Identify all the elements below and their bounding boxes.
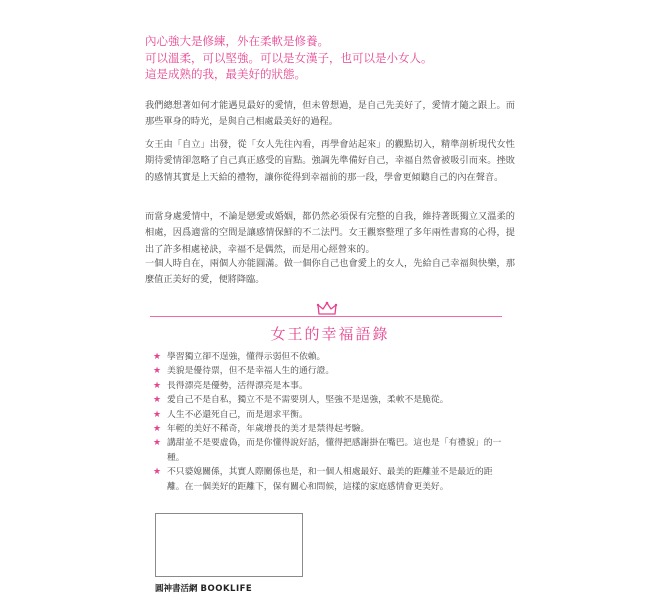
quote-text: 美貌是優待票，但不是幸福人生的通行證。 [167,366,335,377]
quote-text: 愛自己不是自私，獨立不是不需要別人，堅強不是逞強，柔軟不是脆從。 [167,395,449,406]
publisher-name: 圓神書活網 [155,584,198,594]
quote-text: 學習獨立卻不逞強，懂得示弱但不依賴。 [167,352,326,362]
star-icon: ★ [153,380,162,391]
body-paragraph: 而當身處愛情中，不論是戀愛或婚姻，都仍然必須保有完整的自我，維持著既獨立又溫柔的相處，因爲適當的空間是讓感情保鮮的不二法門。女王觀察整理了多年兩性書寫的心得，提出了許多相處祕訣，幸福不是偶然，而是用心經營來的。 [145,211,515,255]
quotes-list [153,350,505,494]
quote-text: 不只婆媳關係，其實人際關係也是，和一個人相處最好、最美的距離並不是最近的距離。在一個美好的距離下，保有關心和問候，這樣的家庭感情會更美好。 [167,467,493,492]
star-icon: ★ [153,366,162,377]
list-item [153,393,505,407]
quote-text: 人生不必還死自己，而是迴求平衡。 [167,409,308,420]
star-icon: ★ [153,438,162,449]
list-item [153,422,505,436]
publisher-logo [155,582,252,594]
star-icon: ★ [153,352,162,362]
quotes-title: 女王的幸福語錄 [270,325,390,343]
star-icon: ★ [153,409,162,420]
quote-text: 年輕的美好不稀奇，年歲增長的美才是禁得起考驗。 [167,424,370,435]
list-item [153,436,505,465]
intro-line: 可以溫柔，可以堅強。可以是女漢子，也可以是小女人。 [145,50,433,65]
empty-frame [155,513,303,577]
list-item [153,465,505,494]
body-paragraph: 我們總想著如何才能遇見最好的愛情，但未曾想過，是自己先美好了，愛情才隨之跟上。而那些單身的時光，是與自己相處最美好的過程。 [145,100,515,128]
quote-text: 講甜並不是要虛偽，而是你懂得說好話，懂得把感謝掛在嘴巴。這也是「有禮貌」的一種。 [167,438,502,463]
crown-icon [316,301,338,316]
star-icon: ★ [153,467,162,478]
list-item [153,364,505,378]
intro-line: 這是成熟的我，最美好的狀態。 [145,67,306,81]
list-item [153,379,505,393]
section-divider [150,316,502,317]
star-icon: ★ [153,424,162,435]
body-paragraph: 一個人時自在，兩個人亦能圓滿。做一個你自己也會愛上的女人，先給自己幸福與快樂，那麼值正美好的愛，便將降臨。 [145,258,515,286]
intro-line: 內心強大是修練，外在柔軟是修養。 [145,34,329,48]
quote-text: 長得漂亮是優勢，活得漂亮是本事。 [167,380,308,391]
intro-quote [145,33,525,83]
star-icon: ★ [153,395,162,406]
publisher-brand: BOOKLIFE [200,584,253,594]
list-item [153,408,505,422]
body-paragraph: 女王由「自立」出發，從「女人先往內看，再學會站起來」的觀點切入，精準剖析現代女性期待愛情卻忽略了自己真正感受的盲點。強調先準備好自己，幸福自然會被吸引而來。挫敗的感情其實是上天給的禮物，讓你從得到幸福前的那一段，學會更傾聽自己的內在聲音。 [145,139,515,183]
list-item [153,350,505,364]
